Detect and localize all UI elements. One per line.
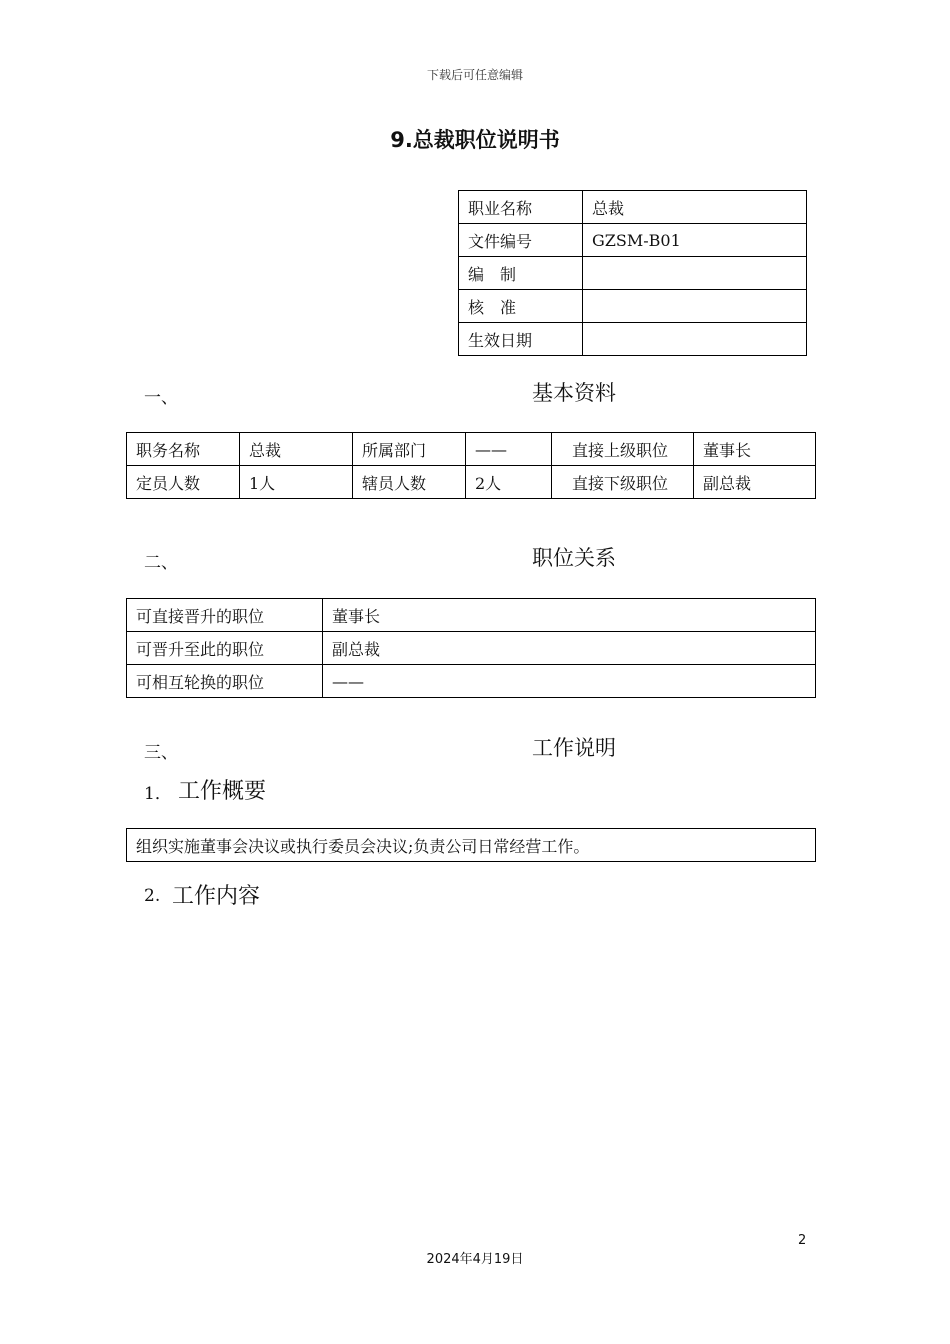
table-row: [127, 433, 816, 466]
table-row: [127, 466, 816, 499]
table-row: [127, 632, 816, 665]
table-cell: 1人: [240, 466, 353, 499]
meta-value: [583, 323, 807, 356]
subsection-number: 1．: [144, 784, 172, 804]
section-number: 二、: [144, 553, 178, 573]
meta-value: [583, 290, 807, 323]
document-title: 9.总裁职位说明书: [390, 128, 560, 152]
meta-label: 核 准: [459, 290, 583, 323]
document-meta-table: [458, 190, 807, 356]
basic-info-table: [126, 432, 816, 499]
table-cell: 直接下级职位: [552, 466, 694, 499]
table-cell: 直接上级职位: [552, 433, 694, 466]
table-row: [459, 191, 807, 224]
meta-label: 文件编号: [459, 224, 583, 257]
meta-value: [583, 257, 807, 290]
table-cell: 职务名称: [127, 433, 240, 466]
relation-value: 董事长: [323, 599, 816, 632]
meta-value: GZSM-B01: [583, 224, 807, 257]
subsection-title-content: 工作内容: [172, 884, 261, 909]
subsection-number: 2.: [144, 886, 161, 906]
relation-label: 可相互轮换的职位: [127, 665, 323, 698]
section-title-relations: 职位关系: [532, 546, 616, 570]
work-summary-text: 组织实施董事会决议或执行委员会决议;负责公司日常经营工作。: [127, 829, 816, 862]
table-cell: 董事长: [694, 433, 816, 466]
section-title-work: 工作说明: [532, 736, 616, 760]
footer-date: 2024年4月19日: [426, 1252, 524, 1267]
position-relations-table: [126, 598, 816, 698]
relation-label: 可晋升至此的职位: [127, 632, 323, 665]
table-cell: 辖员人数: [353, 466, 466, 499]
table-row: [127, 829, 816, 862]
table-row: [459, 224, 807, 257]
table-row: [127, 599, 816, 632]
work-summary-table: [126, 828, 816, 862]
meta-value: 总裁: [583, 191, 807, 224]
section-title-basic-info: 基本资料: [532, 381, 616, 405]
header-note: 下载后可任意编辑: [426, 68, 523, 82]
table-row: [459, 257, 807, 290]
relation-value: 副总裁: [323, 632, 816, 665]
section-number: 三、: [144, 743, 178, 763]
relation-label: 可直接晋升的职位: [127, 599, 323, 632]
section-number: 一、: [144, 388, 178, 408]
page-number: 2: [798, 1233, 807, 1248]
meta-label: 职业名称: [459, 191, 583, 224]
table-cell: 副总裁: [694, 466, 816, 499]
meta-label: 编 制: [459, 257, 583, 290]
table-row: [459, 323, 807, 356]
table-row: [127, 665, 816, 698]
table-row: [459, 290, 807, 323]
subsection-title-summary: 工作概要: [178, 779, 267, 804]
table-cell: 总裁: [240, 433, 353, 466]
relation-value: ——: [323, 665, 816, 698]
table-cell: 定员人数: [127, 466, 240, 499]
table-cell: ——: [466, 433, 552, 466]
table-cell: 所属部门: [353, 433, 466, 466]
table-cell: 2人: [466, 466, 552, 499]
meta-label: 生效日期: [459, 323, 583, 356]
